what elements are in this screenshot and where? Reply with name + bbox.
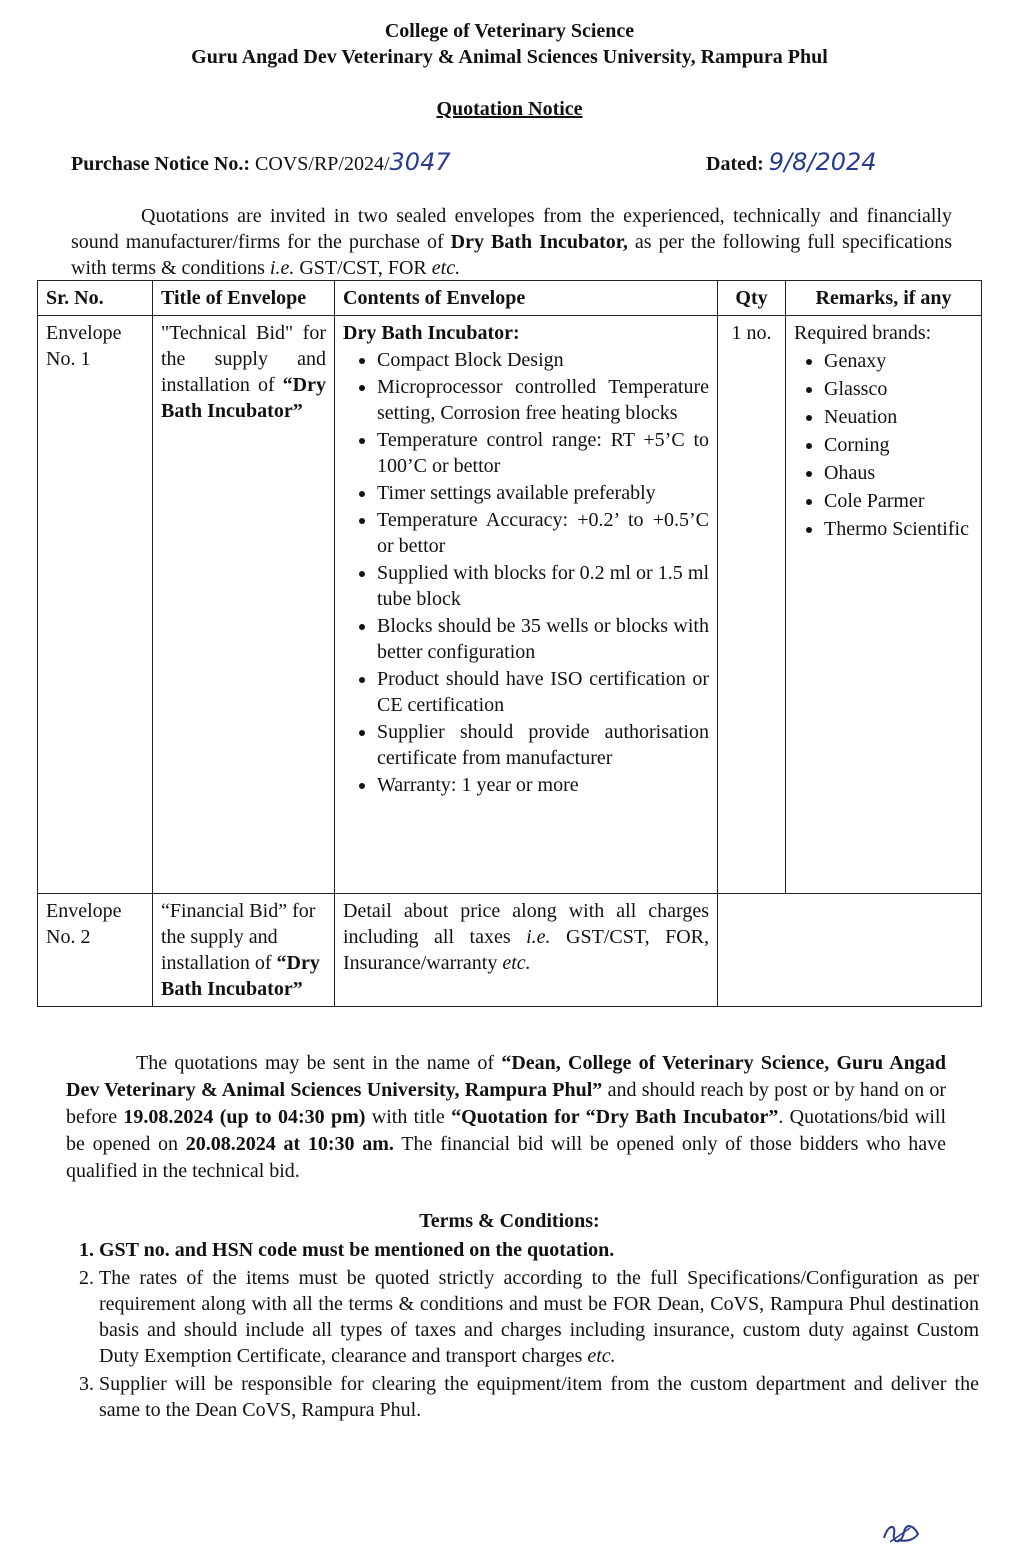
purchase-notice-prefix: COVS/RP/2024/ (255, 153, 390, 175)
submission-text-3: with title (365, 1106, 452, 1128)
envelope-1-remarks (786, 316, 982, 894)
submission-deadline: 19.08.2024 (up to 04:30 pm) (123, 1106, 366, 1128)
table-row (38, 316, 982, 894)
envelope-1-sr: Envelope No. 1 (38, 316, 153, 894)
list-item: • Microprocessor controlled Temperature setting, Corrosion free heating blocks (377, 374, 709, 426)
header-title: Title of Envelope (153, 281, 335, 316)
list-item: • Cole Parmer (824, 488, 973, 514)
list-item: • Temperature Accuracy: +0.2’ to +0.5’C or bettor (377, 507, 709, 559)
terms-list (66, 1237, 979, 1425)
list-item: • Supplied with blocks for 0.2 ml or 1.5 ml tube block (377, 560, 709, 612)
envelope-2-title-bold: “Dry Bath Incubator” (161, 952, 320, 1000)
notice-title: Quotation Notice (436, 98, 583, 120)
remarks-heading: Required brands: (794, 322, 932, 344)
list-item: • Blocks should be 35 wells or blocks with better configuration (377, 613, 709, 665)
list-item (99, 1265, 979, 1369)
header-contents: Contents of Envelope (335, 281, 718, 316)
header-remarks: Remarks, if any (786, 281, 982, 316)
envelope-1-contents (335, 316, 718, 894)
header-sr-no: Sr. No. (38, 281, 153, 316)
purchase-notice-label: Purchase Notice No.: (71, 153, 251, 175)
envelope-2-title-text: “Financial Bid” for the supply and installation of (161, 900, 316, 974)
envelope-2-contents-text-2: GST/CST, FOR, Insurance/warranty (343, 926, 709, 974)
purchase-notice-number (71, 148, 451, 176)
list-item: • Glassco (824, 376, 973, 402)
envelope-1-title-bold: “Dry Bath Incubator” (161, 374, 326, 422)
list-item: • Supplier should provide authorisation certificate from manufacturer (377, 719, 709, 771)
notice-date (706, 148, 877, 176)
brand-list (794, 348, 973, 542)
intro-text-3: GST/CST, FOR (294, 257, 432, 279)
envelope-1-title (153, 316, 335, 894)
submission-opening: 20.08.2024 at 10:30 am. (185, 1133, 394, 1155)
spec-list (343, 347, 709, 798)
contents-heading: Dry Bath Incubator: (343, 322, 520, 344)
handwritten-date: 9/8/2024 (768, 148, 877, 176)
envelope-2-contents-etc: etc. (502, 952, 531, 974)
list-item: 3. Supplier will be responsible for clearing the equipment/item from the custom department and deliver the same to the Dean CoVS, Rampura Phul. (99, 1371, 979, 1423)
list-item: • Product should have ISO certification or CE certification (377, 666, 709, 718)
list-item: • Warranty: 1 year or more (377, 772, 709, 798)
table-header-row (38, 281, 982, 316)
envelope-2-sr: Envelope No. 2 (38, 894, 153, 1007)
intro-etc: etc. (431, 257, 461, 279)
submission-text-5: The financial bid will be opened only of those bidders who have qualified in the technical bid. (66, 1133, 946, 1182)
list-item: • Temperature control range: RT +5’C to 100’C or bettor (377, 427, 709, 479)
intro-item: Dry Bath Incubator, (450, 231, 628, 253)
submission-text-1: The quotations may be sent in the name of (136, 1052, 502, 1074)
intro-text-2: as per the following full specifications with terms & conditions (71, 231, 952, 279)
header-qty: Qty (718, 281, 786, 316)
specification-table (37, 280, 982, 1007)
terms-title: Terms & Conditions: (419, 1210, 600, 1232)
submission-text-2: and should reach by post or by hand on or before (66, 1079, 946, 1128)
list-item: • Corning (824, 432, 973, 458)
intro-text-1: Quotations are invited in two sealed envelopes from the experienced, technically and financially sound manufacturer/firms for the purchase of (71, 205, 952, 253)
envelope-2-contents-text-1: Detail about price along with all charges including all taxes (343, 900, 709, 948)
envelope-2-title (153, 894, 335, 1007)
term-2-text: The rates of the items must be quoted strictly according to the full Specifications/Configuration as per requirement along with all the terms & conditions and must be FOR Dean, CoVS, Rampura Phul destination basis and should include all types of taxes and charges including insurance, custom duty against Custom Duty Exemption Certificate, clearance and transport charges (99, 1267, 979, 1367)
envelope-1-qty: 1 no. (718, 316, 786, 894)
envelope-1-title-text: "Technical Bid" for the supply and installation of (161, 322, 326, 396)
intro-ie: i.e. (269, 257, 295, 279)
signature-icon (880, 1518, 922, 1550)
envelope-2-empty (718, 894, 982, 1007)
table-row (38, 894, 982, 1007)
handwritten-notice-number: 3047 (389, 148, 451, 176)
submission-title: “Quotation for “Dry Bath Incubator” (451, 1106, 779, 1128)
submission-paragraph (66, 1050, 946, 1185)
list-item: • Thermo Scientific (824, 516, 973, 542)
intro-paragraph (71, 203, 952, 281)
list-item: • Genaxy (824, 348, 973, 374)
list-item: • Neuation (824, 404, 973, 430)
list-item: • Timer settings available preferably (377, 480, 709, 506)
envelope-2-contents-ie: i.e. (526, 926, 551, 948)
submission-text-4: . Quotations/bid will be opened on (66, 1106, 946, 1155)
submission-addressee: “Dean, College of Veterinary Science, Guru Angad Dev Veterinary & Animal Sciences University, Rampura Phul” (66, 1052, 946, 1101)
list-item: 1. GST no. and HSN code must be mentioned on the quotation. (99, 1237, 979, 1263)
term-2-etc: etc. (587, 1345, 616, 1367)
dated-label: Dated: (706, 153, 764, 175)
list-item: • Compact Block Design (377, 347, 709, 373)
list-item: • Ohaus (824, 460, 973, 486)
envelope-2-contents (335, 894, 718, 1007)
university-name: Guru Angad Dev Veterinary & Animal Sciences University, Rampura Phul (191, 46, 828, 68)
college-name: College of Veterinary Science (384, 20, 635, 42)
